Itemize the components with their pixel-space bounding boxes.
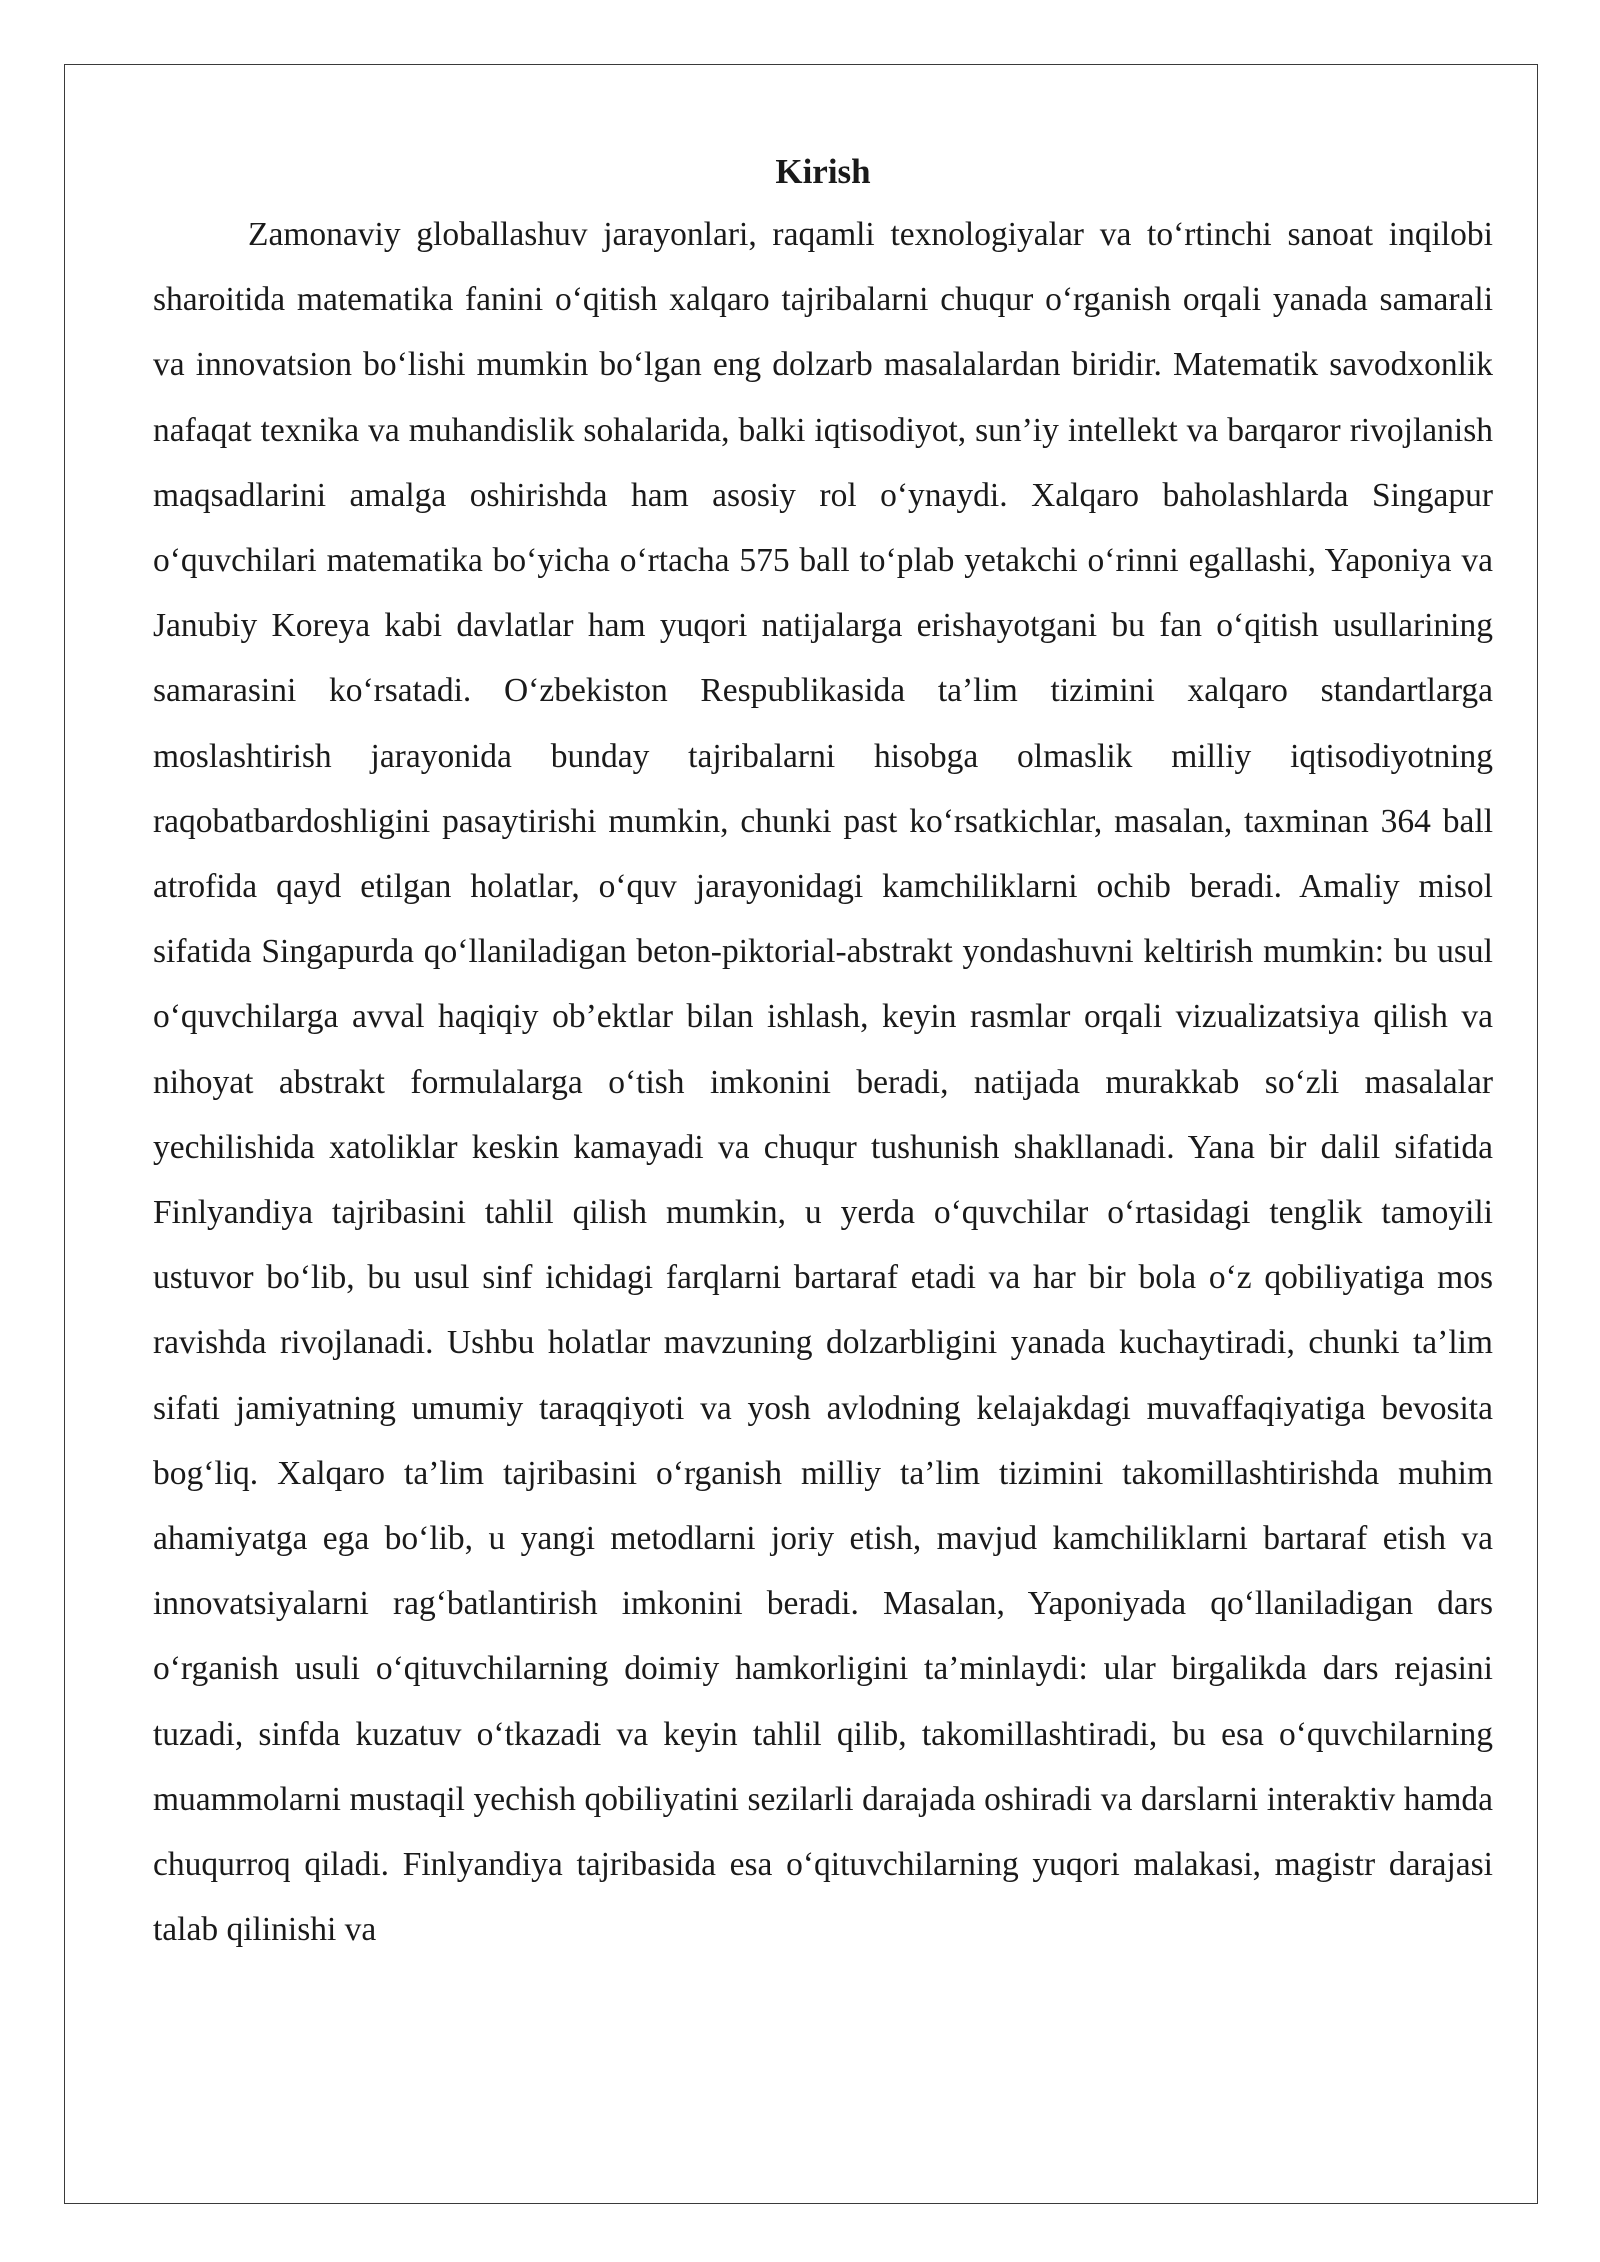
document-title: Kirish <box>775 152 871 191</box>
document-body <box>153 142 1493 1962</box>
body-paragraph: Zamonaviy globallashuv jarayonlari, raqamli texnologiyalar va to‘rtinchi sanoat inqilobi sharoitida matematika fanini o‘qitish xalqaro tajribalarni chuqur o‘rganish orqali yanada samarali va innovatsion bo‘lishi mumkin bo‘lgan eng dolzarb masalalardan biridir. Matematik savodxonlik nafaqat texnika va muhandislik sohalarida, balki iqtisodiyot, sun’iy intellekt va barqaror rivojlanish maqsadlarini amalga oshirishda ham asosiy rol o‘ynaydi. Xalqaro baholashlarda Singapur o‘quvchilari matematika bo‘yicha o‘rtacha 575 ball to‘plab yetakchi o‘rinni egallashi, Yaponiya va Janubiy Koreya kabi davlatlar ham yuqori natijalarga erishayotgani bu fan o‘qitish usullarining samarasini ko‘rsatadi. O‘zbekiston Respublikasida ta’lim tizimini xalqaro standartlarga moslashtirish jarayonida bunday tajribalarni hisobga olmaslik milliy iqtisodiyotning raqobatbardoshligini pasaytirishi mumkin, chunki past ko‘rsatkichlar, masalan, taxminan 364 ball atrofida qayd etilgan holatlar, o‘quv jarayonidagi kamchiliklarni ochib beradi. Amaliy misol sifatida Singapurda qo‘llaniladigan beton-piktorial-abstrakt yondashuvni keltirish mumkin: bu usul o‘quvchilarga avval haqiqiy ob’ektlar bilan ishlash, keyin rasmlar orqali vizualizatsiya qilish va nihoyat abstrakt formulalarga o‘tish imkonini beradi, natijada murakkab so‘zli masalalar yechilishida xatoliklar keskin kamayadi va chuqur tushunish shakllanadi. Yana bir dalil sifatida Finlyandiya tajribasini tahlil qilish mumkin, u yerda o‘quvchilar o‘rtasidagi tenglik tamoyili ustuvor bo‘lib, bu usul sinf ichidagi farqlarni bartaraf etadi va har bir bola o‘z qobiliyatiga mos ravishda rivojlanadi. Ushbu holatlar mavzuning dolzarbligini yanada kuchaytiradi, chunki ta’lim sifati jamiyatning umumiy taraqqiyoti va yosh avlodning kelajakdagi muvaffaqiyatiga bevosita bog‘liq. Xalqaro ta’lim tajribasini o‘rganish milliy ta’lim tizimini takomillashtirishda muhim ahamiyatga ega bo‘lib, u yangi metodlarni joriy etish, mavjud kamchiliklarni bartaraf etish va innovatsiyalarni rag‘batlantirish imkonini beradi. Masalan, Yaponiyada qo‘llaniladigan dars o‘rganish usuli o‘qituvchilarning doimiy hamkorligini ta’minlaydi: ular birgalikda dars rejasini tuzadi, sinfda kuzatuv o‘tkazadi va keyin tahlil qilib, takomillashtiradi, bu esa o‘quvchilarning muammolarni mustaqil yechish qobiliyatini sezilarli darajada oshiradi va darslarni interaktiv hamda chuqurroq qiladi. Finlyandiya tajribasida esa o‘qituvchilarning yuqori malakasi, magistr darajasi talab qilinishi va <box>153 216 1493 1949</box>
